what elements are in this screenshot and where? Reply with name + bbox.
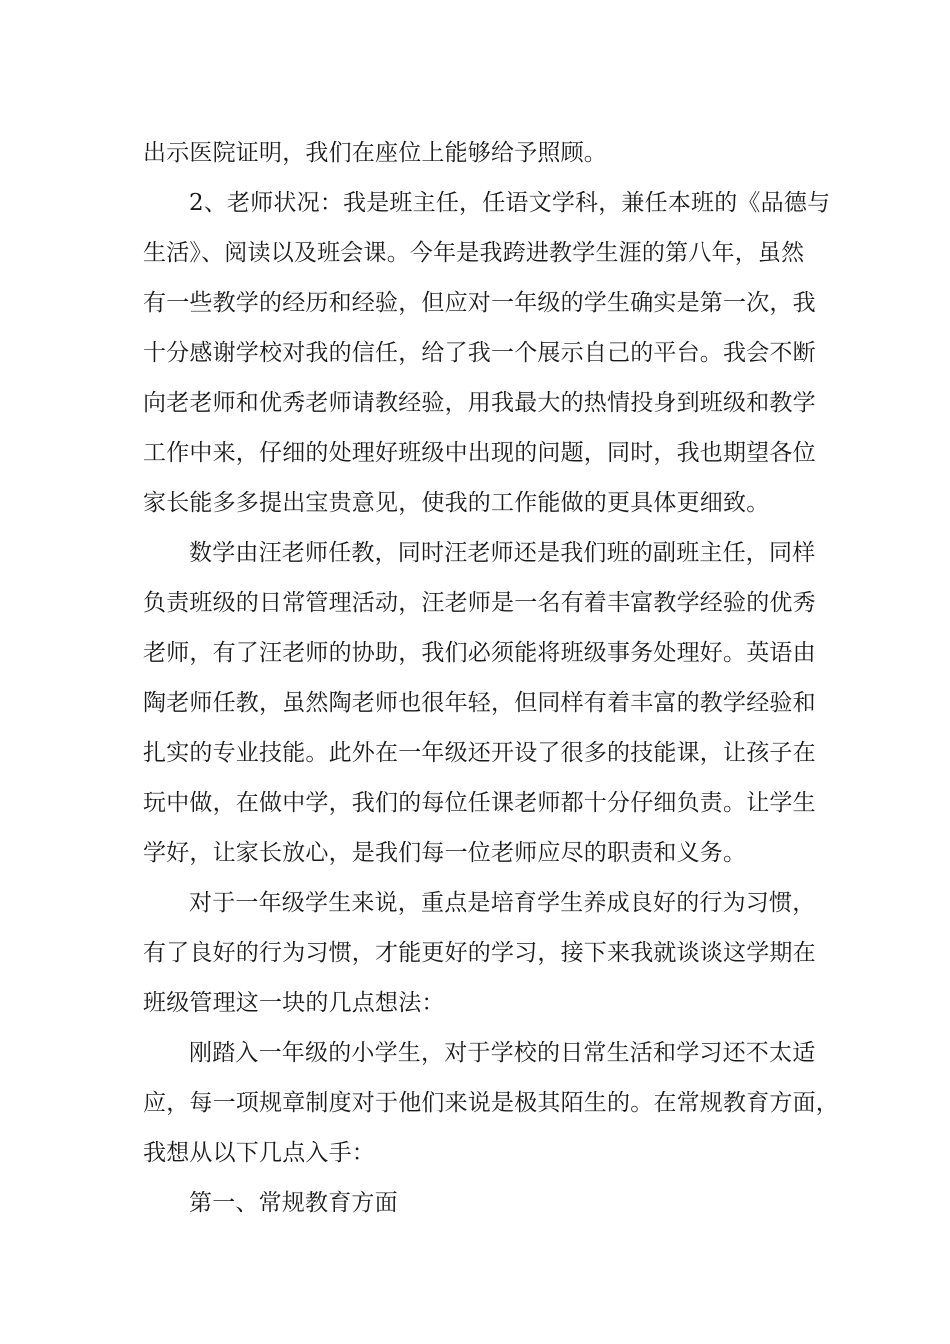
text-line: 扎实的专业技能。此外在一年级还开设了很多的技能课，让孩子在 <box>143 740 816 766</box>
text-line: 刚踏入一年级的小学生，对于学校的日常生活和学习还不太适 <box>189 1040 816 1066</box>
text-line: 玩中做，在做中学，我们的每位任课老师都十分仔细负责。让学生 <box>143 790 816 816</box>
text-line: 陶老师任教，虽然陶老师也很年轻，但同样有着丰富的教学经验和 <box>143 690 816 716</box>
text-line: 应，每一项规章制度对于他们来说是极其陌生的。在常规教育方面， <box>143 1090 839 1116</box>
text-line: 对于一年级学生来说，重点是培育学生养成良好的行为习惯， <box>189 890 816 916</box>
text-line: 出示医院证明，我们在座位上能够给予照顾。 <box>143 140 607 166</box>
text-line: 生活》、阅读以及班会课。今年是我跨进教学生涯的第八年，虽然 <box>143 240 805 266</box>
text-line: 老师，有了汪老师的协助，我们必须能将班级事务处理好。英语由 <box>143 640 816 666</box>
text-line: 第一、常规教育方面 <box>189 1190 398 1216</box>
text-line: 班级管理这一块的几点想法： <box>143 990 445 1016</box>
text-line: 有了良好的行为习惯，才能更好的学习，接下来我就谈谈这学期在 <box>143 940 816 966</box>
text-line: 工作中来，仔细的处理好班级中出现的问题，同时，我也期望各位 <box>143 440 816 466</box>
text-line: 负责班级的日常管理活动，汪老师是一名有着丰富教学经验的优秀 <box>143 590 816 616</box>
text-line: 有一些教学的经历和经验，但应对一年级的学生确实是第一次，我 <box>143 290 816 316</box>
text-line: 2、老师状况：我是班主任，任语文学科，兼任本班的《品德与 <box>189 190 831 216</box>
text-line: 向老老师和优秀老师请教经验，用我最大的热情投身到班级和教学 <box>143 390 816 416</box>
text-line: 我想从以下几点入手： <box>143 1140 375 1166</box>
text-line: 十分感谢学校对我的信任，给了我一个展示自己的平台。我会不断 <box>143 340 816 366</box>
text-line: 家长能多多提出宝贵意见，使我的工作能做的更具体更细致。 <box>143 490 770 516</box>
text-line: 学好，让家长放心，是我们每一位老师应尽的职责和义务。 <box>143 840 747 866</box>
text-line: 数学由汪老师任教，同时汪老师还是我们班的副班主任，同样 <box>189 540 816 566</box>
